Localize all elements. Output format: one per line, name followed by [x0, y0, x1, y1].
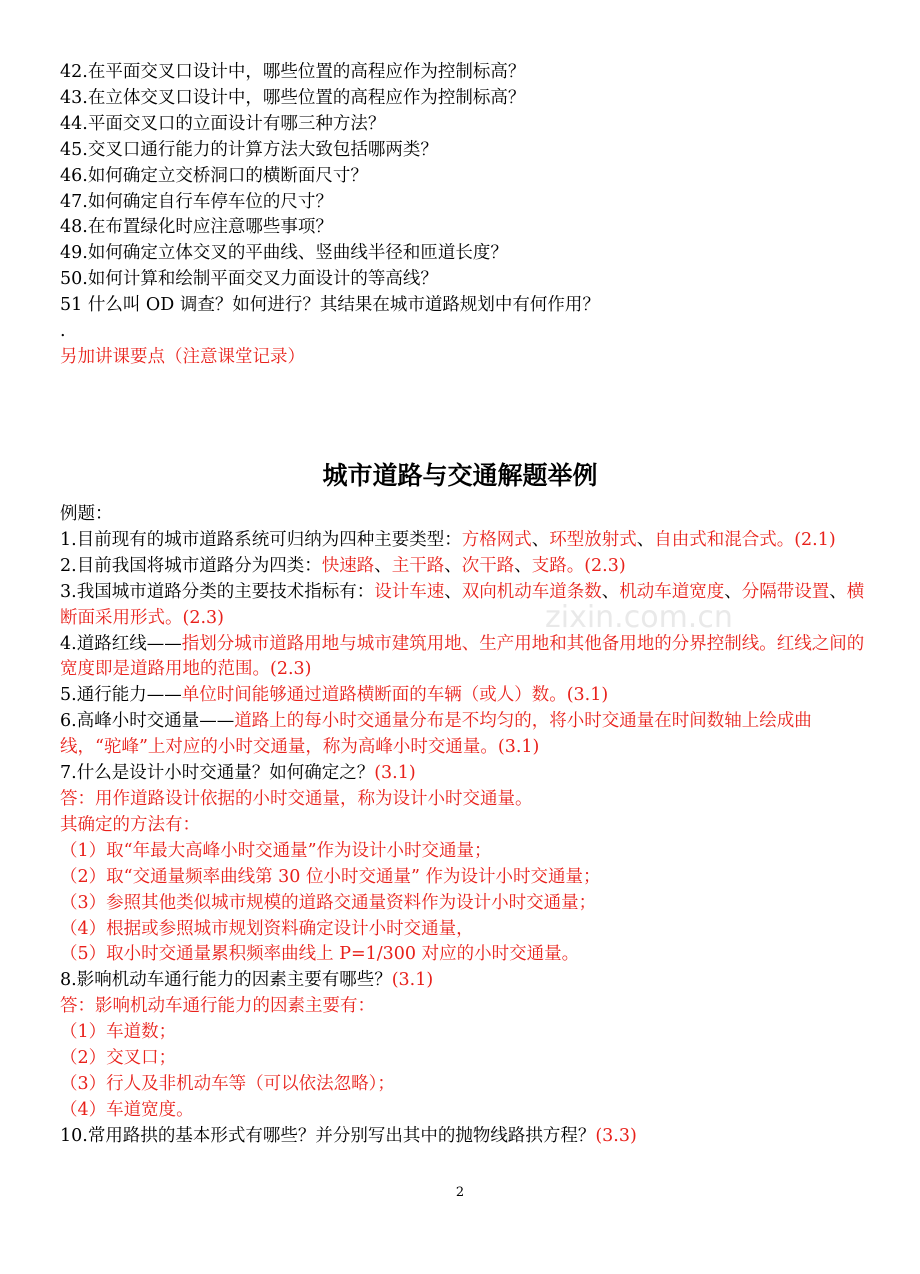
example-2-answer-4: 支路: [531, 555, 567, 576]
example-1: [60, 528, 865, 554]
question-46: 46.如何确定立交桥洞口的横断面尺寸？: [60, 165, 368, 186]
example-7-question: 7.什么是设计小时交通量？如何确定之？: [60, 763, 375, 784]
example-5-term: 5.通行能力——: [60, 685, 182, 706]
question-44: 44.平面交叉口的立面设计有哪三种方法？: [60, 113, 386, 134]
example-8-question: 8.影响机动车通行能力的因素主要有哪些？: [60, 970, 392, 991]
example-3-sep-4: 、: [829, 581, 847, 602]
example-3-answer-2: 双向机动车道条数: [461, 581, 602, 602]
example-7: [60, 761, 865, 787]
example-7-step-3: （3）参照其他类似城市规模的道路交通量资料作为设计小时交通量；: [60, 892, 597, 913]
example-3-answer-5: 横断面采用形式。(2.3): [60, 581, 865, 628]
example-8-ref: (3.1): [391, 970, 434, 991]
example-3-sep-1: 、: [444, 581, 462, 602]
example-8: [60, 968, 865, 994]
page-number: 2: [455, 1185, 465, 1200]
example-8-step-1: （1）车道数；: [60, 1022, 177, 1043]
question-47: 47.如何确定自行车停车位的尺寸？: [60, 191, 333, 212]
example-2-sep-3: 、: [514, 555, 532, 576]
question-43: 43.在立体交叉口设计中，哪些位置的高程应作为控制标高？: [60, 87, 526, 108]
example-7-step-1: （1）取“年最大高峰小时交通量”作为设计小时交通量；: [60, 840, 492, 861]
stray-dot: .: [60, 321, 66, 342]
watermark: zixin.com.cn: [545, 600, 733, 635]
example-6: [60, 709, 865, 761]
question-48: 48.在布置绿化时应注意哪些事项？: [60, 217, 333, 238]
example-2-question: 2.目前我国将城市道路分为四类：: [60, 555, 322, 576]
example-10: [60, 1124, 865, 1150]
example-4: [60, 632, 865, 684]
example-7-step-4: （4）根据或参照城市规划资料确定设计小时交通量，: [60, 918, 474, 939]
example-8-step-4: （4）车道宽度。: [60, 1099, 194, 1120]
example-8-step-2: （2）交叉口；: [60, 1048, 177, 1069]
example-2-answer-2: 主干路: [391, 555, 445, 576]
examples-section: [60, 502, 865, 1150]
question-49: 49.如何确定立体交叉的平曲线、竖曲线半径和匝道长度？: [60, 243, 508, 264]
example-1-question: 1.目前现有的城市道路系统可归纳为四种主要类型：: [60, 529, 462, 550]
example-3-answer-1: 设计车速: [374, 581, 445, 602]
example-3-question: 3.我国城市道路分类的主要技术指标有：: [60, 581, 375, 602]
example-3: [60, 580, 865, 632]
example-7-step-2: （2）取“交通量频率曲线第 30 位小时交通量” 作为设计小时交通量；: [60, 866, 601, 887]
example-8-answer: 答：影响机动车通行能力的因素主要有：: [60, 996, 375, 1017]
question-50: 50.如何计算和绘制平面交叉力面设计的等高线？: [60, 269, 438, 290]
example-1-answer-2: 环型放射式: [549, 529, 637, 550]
question-51: 51 什么叫 OD 调查？如何进行？其结果在城市道路规划中有何作用？: [60, 295, 600, 316]
question-45: 45.交叉口通行能力的计算方法大致包括哪两类？: [60, 139, 438, 160]
example-5-definition: 单位时间能够通过道路横断面的车辆（或人）数。(3.1): [181, 685, 609, 706]
extra-note: 另加讲课要点（注意课堂记录）: [60, 346, 305, 367]
example-7-ref: (3.1): [374, 763, 416, 784]
example-7-step-5: （5）取小时交通量累积频率曲线上 P=1/300 对应的小时交通量。: [60, 944, 580, 965]
section-title: 城市道路与交通解题举例: [322, 461, 598, 490]
example-3-answer-4: 分隔带设置: [741, 581, 830, 602]
example-2: [60, 554, 865, 580]
example-7-answer: 答：用作道路设计依据的小时交通量，称为设计小时交通量。: [60, 788, 533, 809]
example-1-answer-3: 自由式和混合式。(2.1): [654, 529, 836, 550]
example-2-answer-1: 快速路: [321, 555, 375, 576]
example-3-sep-3: 、: [724, 581, 742, 602]
example-10-ref: (3.3): [595, 1125, 637, 1146]
example-8-step-3: （3）行人及非机动车等（可以依法忽略）；: [60, 1073, 395, 1094]
example-4-term: 4.道路红线——: [60, 633, 182, 654]
example-1-answer-1: 方格网式: [461, 529, 532, 550]
example-10-question: 10.常用路拱的基本形式有哪些？并分别写出其中的抛物线路拱方程？: [60, 1125, 596, 1146]
example-2-answer-3: 次干路: [461, 555, 515, 576]
example-label: 例题：: [60, 504, 113, 524]
example-6-definition: 道路上的每小时交通量分布是不均匀的，将小时交通量在时间数轴上绘成曲线，“驼峰”上对应的小时交通量，称为高峰小时交通量。(3.1): [60, 711, 812, 758]
example-1-sep-2: 、: [636, 529, 655, 550]
example-5: [60, 683, 865, 709]
example-6-term: 6.高峰小时交通量——: [60, 711, 235, 732]
example-2-sep-1: 、: [374, 555, 392, 576]
question-42: 42.在平面交叉口设计中，哪些位置的高程应作为控制标高？: [60, 62, 526, 82]
example-7-method-label: 其确定的方法有：: [60, 814, 200, 835]
example-3-sep-2: 、: [601, 581, 620, 602]
example-1-sep-1: 、: [531, 529, 550, 550]
example-4-definition: 指划分城市道路用地与城市建筑用地、生产用地和其他备用地的分界控制线。红线之间的宽度即是道路用地的范围。(2.3): [60, 633, 865, 680]
example-2-sep-2: 、: [444, 555, 462, 576]
example-3-answer-3: 机动车道宽度: [619, 581, 725, 602]
question-list: [60, 60, 865, 371]
example-2-ref: 。(2.3): [566, 555, 626, 576]
